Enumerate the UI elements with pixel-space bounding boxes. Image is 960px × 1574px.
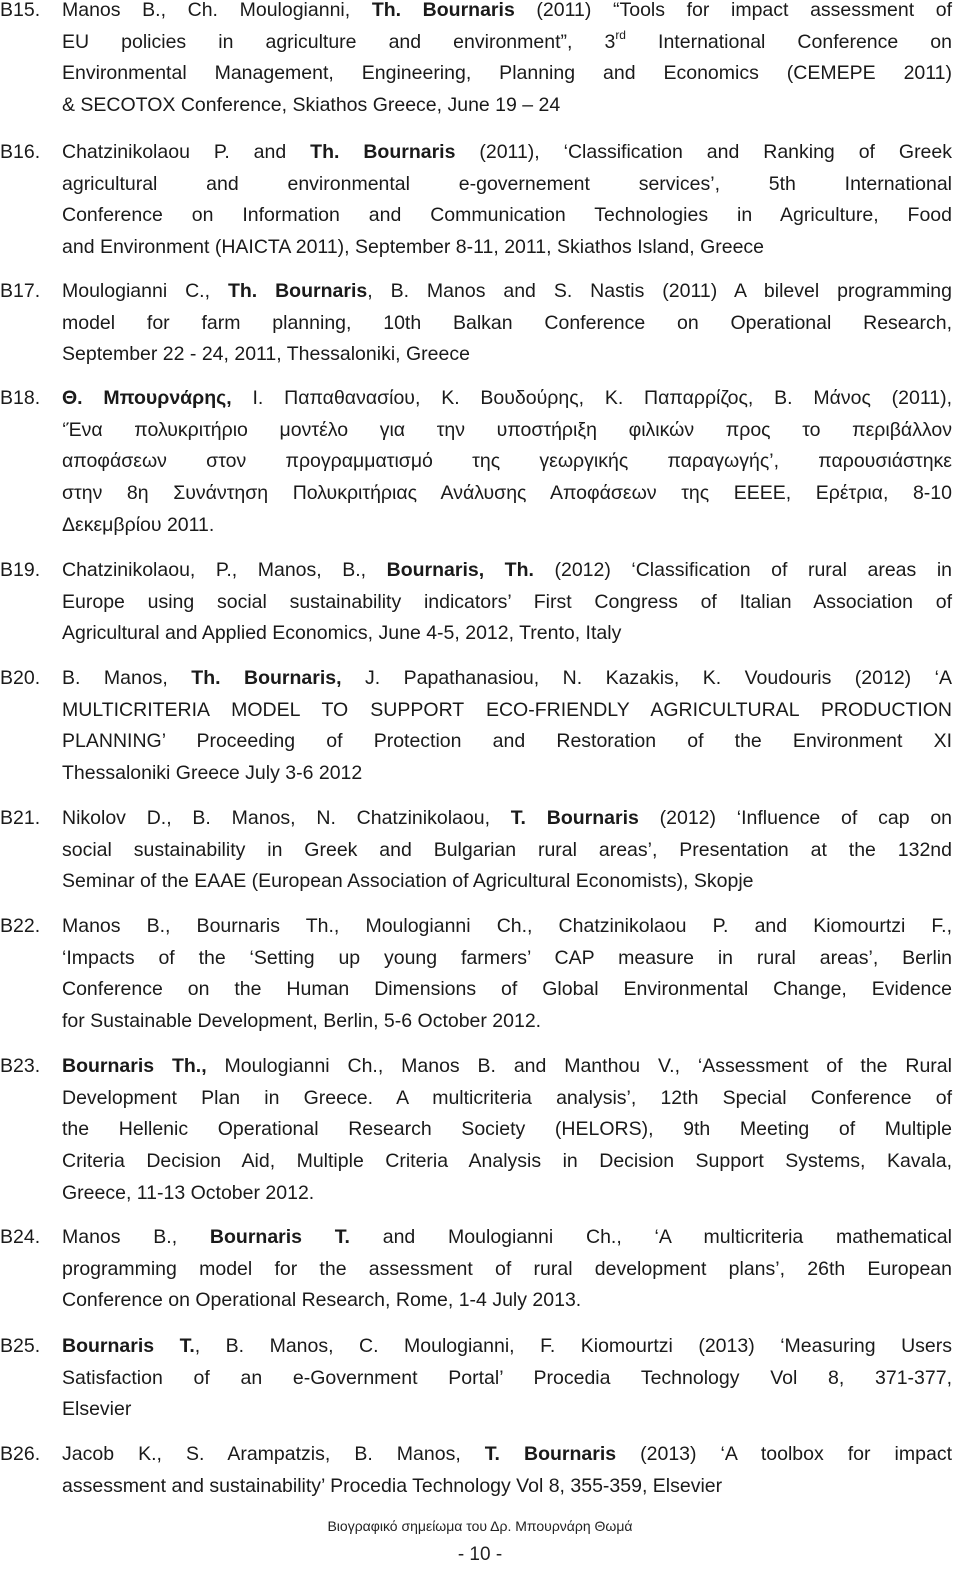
reference-line: [62, 415, 952, 447]
reference-line: [62, 835, 952, 867]
reference-text: [62, 1222, 952, 1317]
reference-line: [62, 911, 952, 943]
bold-author: Bournaris Th.,: [62, 1055, 207, 1077]
reference-line: [62, 943, 952, 975]
reference-segment: Nikolov D., B. Manos, N. Chatzinikolaou,: [62, 807, 511, 829]
reference-line: [62, 726, 952, 758]
reference-line: [62, 1114, 952, 1146]
reference-entry: [0, 555, 952, 650]
reference-number: B18.: [0, 387, 41, 409]
reference-segment: Elsevier: [62, 1398, 132, 1421]
reference-line: [62, 1083, 952, 1115]
reference-segment: Thessaloniki Greece July 3-6 2012: [62, 762, 363, 785]
reference-number: B22.: [0, 915, 41, 937]
reference-text: [62, 911, 952, 1038]
reference-number: B26.: [0, 1443, 41, 1465]
reference-segment: Seminar of the EAAE (European Association of Agricultural Economists), Skopje: [62, 870, 754, 893]
reference-segment: September 22 - 24, 2011, Thessaloniki, Greece: [62, 343, 470, 366]
reference-line: [62, 169, 952, 201]
bold-author: Th. Bournaris: [371, 0, 515, 21]
reference-segment: Moulogianni C.,: [62, 280, 228, 302]
reference-entry: [0, 276, 952, 371]
reference-line: [62, 587, 952, 619]
reference-line: [62, 1051, 952, 1083]
reference-number: B23.: [0, 1055, 41, 1077]
reference-line: [62, 478, 952, 510]
bold-author: Th. Bournaris,: [191, 667, 342, 689]
reference-text: [62, 555, 952, 650]
bold-author: Th. Bournaris: [227, 280, 368, 302]
reference-segment: (2012) ‘Influence of cap on: [638, 807, 953, 829]
reference-segment: , B. Manos and S. Nastis (2011) A bilevel programming: [367, 280, 952, 302]
reference-line: [62, 1146, 952, 1178]
footer-note: Βιογραφικό σημείωμα του Δρ. Μπουρνάρη Θωμά: [327, 1518, 633, 1534]
reference-text: [62, 137, 952, 264]
reference-text: [62, 1439, 952, 1502]
reference-entry: [0, 1331, 952, 1426]
reference-text: [62, 276, 952, 371]
reference-segment: Chatzinikolaou P. and: [62, 141, 311, 163]
reference-segment: (2011), ‘Classification and Ranking of Greek: [455, 141, 952, 163]
reference-segment: and Moulogianni Ch., ‘A multicriteria mathematical: [349, 1226, 952, 1248]
reference-segment: for Sustainable Development, Berlin, 5-6 October 2012.: [62, 1010, 542, 1033]
reference-line: [62, 663, 952, 695]
reference-segment: Jacob K., S. Arampatzis, B. Manos,: [62, 1443, 485, 1465]
reference-segment: MULTICRITERIA MODEL TO SUPPORT ECO-FRIENDLY AGRICULTURAL PRODUCTION: [62, 698, 952, 721]
reference-segment: Ι. Παπαθανασίου, Κ. Βουδούρης, Κ. Παπαρρίζος, Β. Μάνος (2011),: [231, 387, 953, 409]
reference-entry: [0, 1439, 952, 1502]
reference-line: [62, 1178, 952, 1210]
reference-entry: [0, 663, 952, 790]
reference-line: [62, 618, 952, 650]
reference-segment: Agricultural and Applied Economics, June 4-5, 2012, Trento, Italy: [62, 622, 622, 645]
reference-line: [62, 90, 952, 122]
reference-line: [62, 1394, 952, 1426]
reference-line: [62, 1471, 952, 1503]
reference-segment: the Hellenic Operational Research Society (HELORS), 9th Meeting of Multiple: [62, 1118, 952, 1141]
reference-line: [62, 1363, 952, 1395]
reference-line: [62, 758, 952, 790]
reference-line: [62, 974, 952, 1006]
reference-segment: Manos B.,: [62, 1226, 210, 1248]
reference-text: [62, 1331, 952, 1426]
reference-line: [62, 27, 952, 59]
bold-author: Bournaris T.: [209, 1226, 350, 1248]
reference-line: [62, 339, 952, 371]
reference-line: [62, 137, 952, 169]
reference-text: [62, 663, 952, 790]
reference-entry: [0, 1051, 952, 1210]
reference-text: [62, 383, 952, 542]
reference-line: [62, 803, 952, 835]
reference-segment: assessment and sustainability’ Procedia Technology Vol 8, 355-359, Elsevier: [62, 1474, 723, 1497]
reference-line: [62, 200, 952, 232]
reference-segment: (2013) ‘A toolbox for impact: [616, 1443, 952, 1465]
reference-segment: Chatzinikolaou, P., Manos, B.,: [62, 559, 387, 581]
reference-entry: [0, 1222, 952, 1317]
ordinal-superscript: rd: [615, 27, 626, 42]
reference-segment: (2012) ‘Classification of rural areas in: [533, 559, 952, 581]
reference-entry: [0, 137, 952, 264]
reference-line: [62, 276, 952, 308]
reference-line: [62, 1254, 952, 1286]
reference-segment: Conference on Operational Research, Rome, 1-4 July 2013.: [62, 1289, 582, 1312]
reference-segment: model for farm planning, 10th Balkan Conference on Operational Research,: [62, 311, 952, 334]
reference-segment: (2011) “Tools for impact assessment of: [514, 0, 953, 21]
reference-line: [62, 1439, 952, 1471]
reference-segment: Development Plan in Greece. A multicriteria analysis’, 12th Special Conference of: [62, 1086, 952, 1109]
reference-line: [62, 1331, 952, 1363]
reference-segment: & SECOTOX Conference, Skiathos Greece, June 19 – 24: [62, 94, 561, 117]
reference-entry: [0, 803, 952, 898]
reference-segment: EU policies in agriculture and environment”, 3: [62, 30, 616, 53]
reference-line: [62, 383, 952, 415]
reference-line: [62, 1285, 952, 1317]
reference-line: [62, 308, 952, 340]
reference-line: [62, 58, 952, 90]
reference-line: [62, 446, 952, 478]
reference-number: B25.: [0, 1335, 41, 1357]
reference-line: [62, 232, 952, 264]
reference-number: B15.: [0, 0, 41, 21]
bold-author: T. Bournaris: [484, 1443, 617, 1465]
bold-author: Th. Bournaris: [310, 141, 456, 163]
reference-segment: ‘Impacts of the ‘Setting up young farmers’ CAP measure in rural areas’, Berlin: [62, 946, 952, 969]
reference-segment: αποφάσεων στον προγραμματισμό της γεωργικής παραγωγής’, παρουσιάστηκε: [62, 450, 952, 473]
reference-line: [62, 1222, 952, 1254]
reference-text: [62, 1051, 952, 1210]
reference-segment: B. Manos,: [62, 667, 192, 689]
reference-line: [62, 510, 952, 542]
reference-segment: International Conference on: [625, 30, 952, 53]
reference-segment: Manos B., Bournaris Th., Moulogianni Ch., Chatzinikolaou P. and Kiomourtzi F.,: [62, 915, 952, 937]
bold-author: T. Bournaris: [510, 807, 639, 829]
reference-segment: , B. Manos, C. Moulogianni, F. Kiomourtzi (2013) ‘Measuring Users: [194, 1335, 952, 1357]
reference-entry: [0, 383, 952, 542]
reference-text: [62, 803, 952, 898]
reference-segment: Criteria Decision Aid, Multiple Criteria Analysis in Decision Support Systems, Kavala,: [62, 1150, 952, 1173]
reference-line: [62, 866, 952, 898]
bold-author: Θ. Μπουρνάρης,: [62, 387, 232, 409]
reference-number: B20.: [0, 667, 41, 689]
reference-segment: στην 8η Συνάντηση Πολυκριτήριας Ανάλυσης Αποφάσεων της ΕΕΕΕ, Ερέτρια, 8-10: [62, 482, 952, 505]
reference-entry: [0, 0, 952, 122]
reference-segment: Satisfaction of an e-Government Portal’ Procedia Technology Vol 8, 371-377,: [62, 1366, 952, 1389]
reference-number: B16.: [0, 141, 41, 163]
page-number: - 10 -: [457, 1544, 503, 1565]
reference-number: B21.: [0, 807, 41, 829]
reference-segment: programming model for the assessment of rural development plans’, 26th European: [62, 1257, 952, 1280]
reference-segment: PLANNING’ Proceeding of Protection and Restoration of the Environment XI: [62, 730, 952, 753]
reference-number: B19.: [0, 559, 41, 581]
bold-author: Bournaris T.: [62, 1335, 195, 1357]
reference-segment: and Environment (HAICTA 2011), September 8-11, 2011, Skiathos Island, Greece: [62, 236, 765, 259]
bold-author: Bournaris, Th.: [386, 559, 534, 581]
reference-number: B24.: [0, 1226, 41, 1248]
reference-segment: social sustainability in Greek and Bulgarian rural areas’, Presentation at the 132nd: [62, 838, 952, 861]
reference-segment: Environmental Management, Engineering, Planning and Economics (CEMEPE 2011): [62, 62, 952, 85]
reference-line: [62, 555, 952, 587]
reference-segment: Europe using social sustainability indicators’ First Congress of Italian Association of: [62, 590, 952, 613]
reference-segment: agricultural and environmental e-governement services’, 5th International: [62, 172, 952, 195]
reference-line: [62, 0, 952, 27]
reference-line: [62, 1006, 952, 1038]
reference-segment: Δεκεμβρίου 2011.: [62, 513, 215, 536]
reference-segment: Conference on Information and Communication Technologies in Agriculture, Food: [62, 204, 952, 227]
reference-segment: Manos B., Ch. Moulogianni,: [62, 0, 372, 21]
reference-segment: Conference on the Human Dimensions of Global Environmental Change, Evidence: [62, 978, 952, 1001]
reference-entry: [0, 911, 952, 1038]
reference-segment: ‘Ένα πολυκριτήριο μοντέλο για την υποστήριξη φιλικών προς το περιβάλλον: [62, 418, 952, 441]
reference-segment: Moulogianni Ch., Manos B. and Manthou V., ‘Assessment of the Rural: [206, 1055, 952, 1077]
reference-segment: J. Papathanasiou, N. Kazakis, K. Voudouris (2012) ‘A: [341, 667, 952, 689]
reference-line: [62, 695, 952, 727]
reference-text: [62, 0, 952, 122]
reference-segment: Greece, 11-13 October 2012.: [62, 1181, 315, 1204]
reference-number: B17.: [0, 280, 41, 302]
